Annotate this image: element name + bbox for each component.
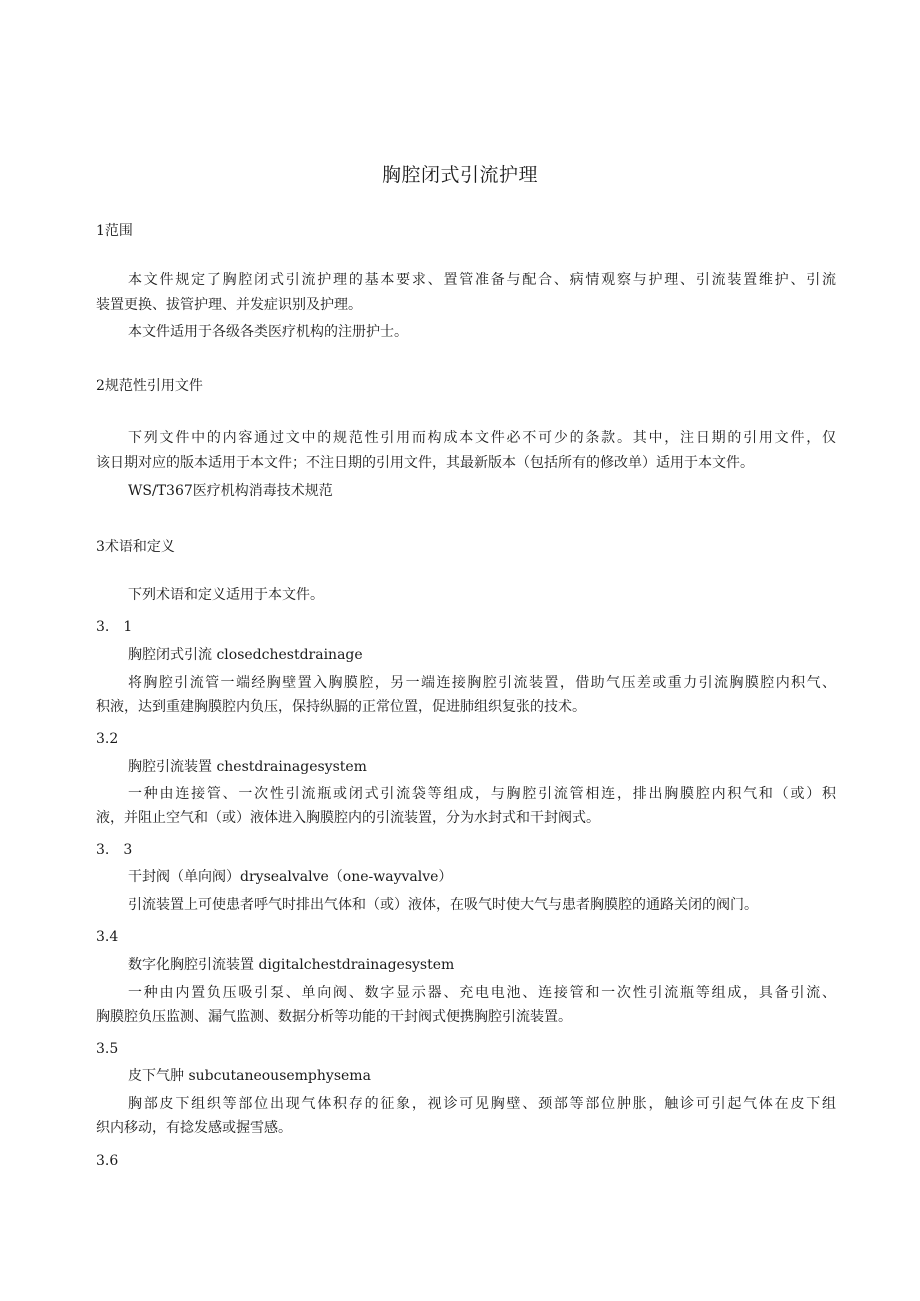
paragraph-line: 装置更换、拔管护理、并发症识别及护理。 [96,297,362,313]
document-title: 胸腔闭式引流护理 [381,164,538,186]
term-definition-line: 将胸腔引流管一端经胸壁置入胸膜腔，另一端连接胸腔引流装置，借助气压差或重力引流胸膜腔内积气、 [128,675,836,691]
term-number: 3. 1 [96,619,133,635]
section-heading-normative-references: 2规范性引用文件 [96,378,203,394]
section-heading-scope: 1范围 [96,223,133,239]
reference-item: WS/T367医疗机构消毒技术规范 [128,483,333,499]
term-definition-line: 一种由内置负压吸引泵、单向阀、数字显示器、充电电池、连接管和一次性引流瓶等组成，具备引流、 [128,985,836,1001]
term-name: 皮下气肿 subcutaneousemphysema [128,1068,371,1084]
term-name: 胸腔引流装置 chestdrainagesystem [128,759,367,775]
term-definition-line: 液，并阻止空气和（或）液体进入胸膜腔内的引流装置，分为水封式和干封阀式。 [96,810,600,826]
term-definition-line: 胸部皮下组织等部位出现气体积存的征象，视诊可见胸壁、颈部等部位肿胀，触诊可引起气体在皮下组 [128,1096,836,1112]
paragraph-line: 本文件适用于各级各类医疗机构的注册护士。 [128,324,408,340]
term-definition-line: 一种由连接管、一次性引流瓶或闭式引流袋等组成，与胸腔引流管相连，排出胸膜腔内积气和（或）积 [128,786,836,802]
term-number: 3. 3 [96,842,133,858]
paragraph-line: 本文件规定了胸腔闭式引流护理的基本要求、置管准备与配合、病情观察与护理、引流装置维护、引流 [128,272,836,288]
term-definition-line: 胸膜腔负压监测、漏气监测、数据分析等功能的干封阀式便携胸腔引流装置。 [96,1009,572,1025]
paragraph-line: 下列文件中的内容通过文中的规范性引用而构成本文件必不可少的条款。其中，注日期的引用文件，仅 [128,430,836,446]
term-definition-line: 织内移动，有捻发感或握雪感。 [96,1120,292,1136]
paragraph-line: 下列术语和定义适用于本文件。 [128,587,324,603]
term-number: 3.4 [96,929,119,945]
term-number: 3.5 [96,1041,119,1057]
term-definition-line: 引流装置上可使患者呼气时排出气体和（或）液体，在吸气时使大气与患者胸膜腔的通路关闭的阀门。 [128,897,758,913]
term-definition-line: 积液，达到重建胸膜腔内负压，保持纵膈的正常位置，促进肺组织复张的技术。 [96,699,586,715]
term-name: 干封阀（单向阀）drysealvalve（one-wayvalve） [128,869,453,885]
term-number: 3.6 [96,1153,119,1169]
term-name: 数字化胸腔引流装置 digitalchestdrainagesystem [128,957,455,973]
section-heading-terms-definitions: 3术语和定义 [96,539,175,555]
term-name: 胸腔闭式引流 closedchestdrainage [128,647,363,663]
term-number: 3.2 [96,731,119,747]
paragraph-line: 该日期对应的版本适用于本文件；不注日期的引用文件，其最新版本（包括所有的修改单）适用于本文件。 [96,455,754,471]
